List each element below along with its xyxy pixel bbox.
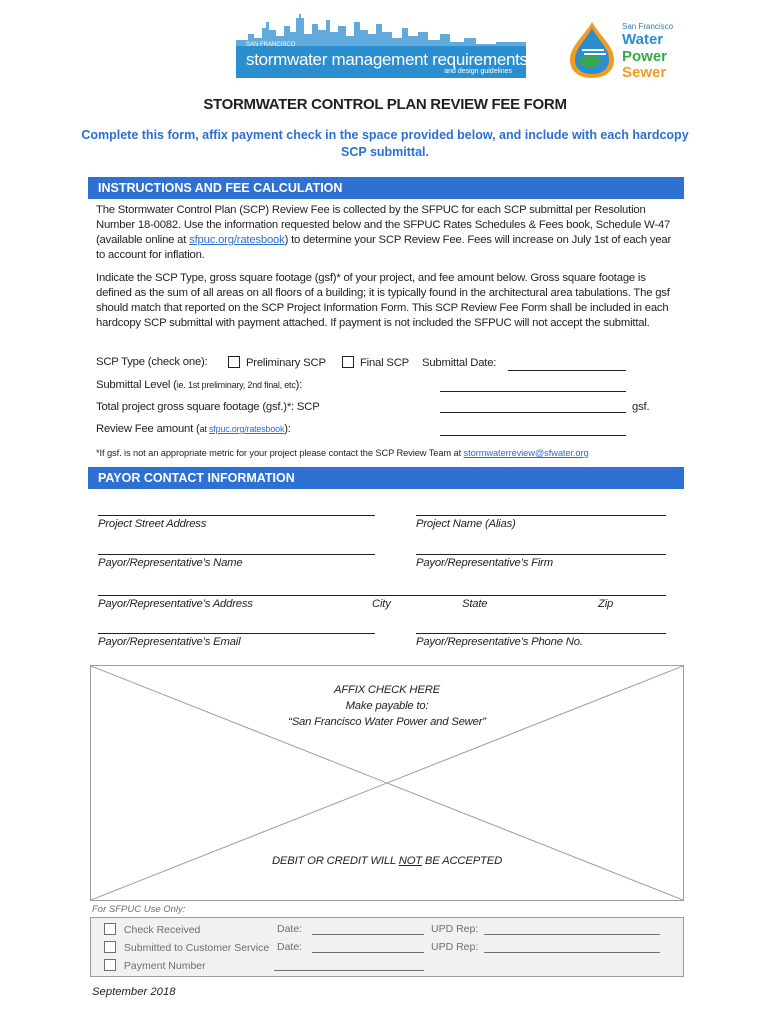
debit-credit-notice — [90, 854, 684, 869]
payment-number-label: Payment Number — [123, 960, 206, 972]
upd-rep-label-2: UPD Rep: — [431, 941, 479, 953]
final-scp-option[interactable] — [342, 356, 409, 369]
review-fee-hint: at — [199, 424, 209, 434]
payment-number-checkbox[interactable] — [104, 959, 116, 971]
payor-firm-label: Payor/Representative’s Firm — [416, 557, 553, 569]
submittal-level-end: ): — [295, 379, 303, 391]
payor-address-field[interactable] — [98, 595, 666, 596]
project-name-field[interactable] — [416, 515, 666, 516]
submittal-level-text: Submittal Level ( — [96, 379, 177, 391]
form-title: STORMWATER CONTROL PLAN REVIEW FEE FORM — [203, 96, 567, 113]
office-use-label: For SFPUC Use Only: — [92, 904, 186, 915]
submittal-level-label — [96, 379, 302, 391]
debit-text-b: BE ACCEPTED — [421, 855, 503, 867]
para1-text-b: ) to determine your SCP Review Fee. Fees will increase on July 1st of each year to account for inflation. — [96, 234, 672, 261]
logo-small-text: SAN FRANCISCO — [246, 42, 296, 48]
preliminary-scp-label: Preliminary SCP — [245, 357, 326, 369]
affix-check-line3: “San Francisco Water Power and Sewer” — [288, 716, 486, 728]
final-scp-checkbox[interactable] — [342, 356, 354, 368]
city-label: City — [372, 598, 391, 610]
gsf-label: Total project gross square footage (gsf.)*: SCP — [96, 401, 320, 413]
instructions-paragraph-2: Indicate the SCP Type, gross square footage (gsf)* of your project, and fee amount below. Gross square footage is defined as the sum of all areas on all floors of a building; it is typically found in the architectural area tabulations. The gsf should match that reported on the SCP Project Information Form. This SCP Review Fee Form shall be included in each hardcopy SCP submittal with payment attached. If payment is not included the SFPUC will not accept the submittal. — [96, 272, 670, 329]
logo-sewer-text: Sewer — [622, 64, 667, 81]
submitted-checkbox[interactable] — [104, 941, 116, 953]
review-fee-text: Review Fee amount ( — [96, 423, 200, 435]
ratesbook-link[interactable]: sfpuc.org/ratesbook — [189, 234, 285, 246]
date-field-1[interactable] — [312, 934, 424, 935]
footer-date: September 2018 — [92, 986, 176, 998]
section-heading-payor: PAYOR CONTACT INFORMATION — [88, 467, 684, 489]
payor-name-field[interactable] — [98, 554, 375, 555]
submittal-level-field[interactable] — [440, 391, 626, 392]
date-field-2[interactable] — [312, 952, 424, 953]
stormwater-management-logo — [236, 12, 526, 78]
water-drop-icon — [564, 20, 620, 80]
check-received-checkbox[interactable] — [104, 923, 116, 935]
review-fee-ratesbook-link[interactable]: sfpuc.org/ratesbook — [209, 424, 285, 434]
gsf-footnote — [96, 448, 589, 458]
preliminary-scp-checkbox[interactable] — [228, 356, 240, 368]
upd-rep-field-1[interactable] — [484, 934, 660, 935]
check-received-option[interactable] — [104, 923, 200, 936]
submitted-label: Submitted to Customer Service — [123, 942, 270, 954]
payor-email-field[interactable] — [98, 633, 375, 634]
date-label-2: Date: — [277, 941, 303, 953]
review-fee-end: ): — [284, 423, 291, 435]
review-team-email-link[interactable]: stormwaterreview@sfwater.org — [463, 448, 589, 458]
payor-address-label: Payor/Representative’s Address — [98, 598, 253, 610]
logo-sf-text: San Francisco — [622, 22, 674, 31]
payor-name-label: Payor/Representative’s Name — [98, 557, 243, 569]
project-street-field[interactable] — [98, 515, 375, 516]
preliminary-scp-option[interactable] — [228, 356, 326, 369]
zip-label: Zip — [598, 598, 614, 610]
debit-text-a: DEBIT OR CREDIT WILL — [271, 855, 399, 867]
debit-not: NOT — [398, 855, 422, 867]
project-name-label: Project Name (Alias) — [416, 518, 516, 530]
logo-power-text: Power — [622, 48, 668, 65]
intro-text: Complete this form, affix payment check in the space provided below, and include with each hardcopy SCP submittal. — [81, 128, 689, 159]
date-label-1: Date: — [277, 923, 303, 935]
state-label: State — [462, 598, 488, 610]
check-received-label: Check Received — [123, 924, 201, 936]
water-power-sewer-logo — [564, 20, 674, 84]
final-scp-label: Final SCP — [359, 357, 410, 369]
logo-title: stormwater management requirements — [246, 50, 528, 69]
logo-water-text: Water — [622, 31, 664, 48]
upd-rep-field-2[interactable] — [484, 952, 660, 953]
scp-type-label: SCP Type (check one): — [96, 356, 208, 368]
para1-text-a: The Stormwater Control Plan (SCP) Review Fee is collected by the SFPUC for each SCP submittal per Resolution Number 18-0082. Use the information requested below and the SFPUC Rates Schedules & Fees book, Schedule W-47 (available online at — [96, 204, 671, 246]
submittal-level-hint: ie. 1st preliminary, 2nd final, etc — [176, 380, 296, 390]
gsf-unit: gsf. — [632, 401, 650, 413]
logo-subtitle: and design guidelines — [444, 68, 512, 75]
submittal-date-field[interactable] — [508, 370, 626, 371]
section-heading-instructions: INSTRUCTIONS AND FEE CALCULATION — [88, 177, 684, 199]
submittal-date-label: Submittal Date: — [422, 357, 497, 369]
gsf-field[interactable] — [440, 412, 626, 413]
affix-check-line1: AFFIX CHECK HERE — [333, 684, 441, 696]
instructions-paragraph-1 — [96, 203, 680, 263]
review-fee-label — [96, 423, 291, 435]
payor-phone-field[interactable] — [416, 633, 666, 634]
footnote-text: *If gsf. is not an appropriate metric for your project please contact the SCP Review Team at — [96, 448, 464, 458]
payor-firm-field[interactable] — [416, 554, 666, 555]
review-fee-field[interactable] — [440, 435, 626, 436]
submitted-option[interactable] — [104, 941, 269, 954]
payor-email-label: Payor/Representative’s Email — [98, 636, 241, 648]
payment-number-field[interactable] — [274, 970, 424, 971]
project-street-label: Project Street Address — [98, 518, 207, 530]
upd-rep-label-1: UPD Rep: — [431, 923, 479, 935]
payor-phone-label: Payor/Representative’s Phone No. — [416, 636, 583, 648]
payment-number-option[interactable] — [104, 959, 206, 972]
affix-check-line2: Make payable to: — [345, 700, 429, 712]
